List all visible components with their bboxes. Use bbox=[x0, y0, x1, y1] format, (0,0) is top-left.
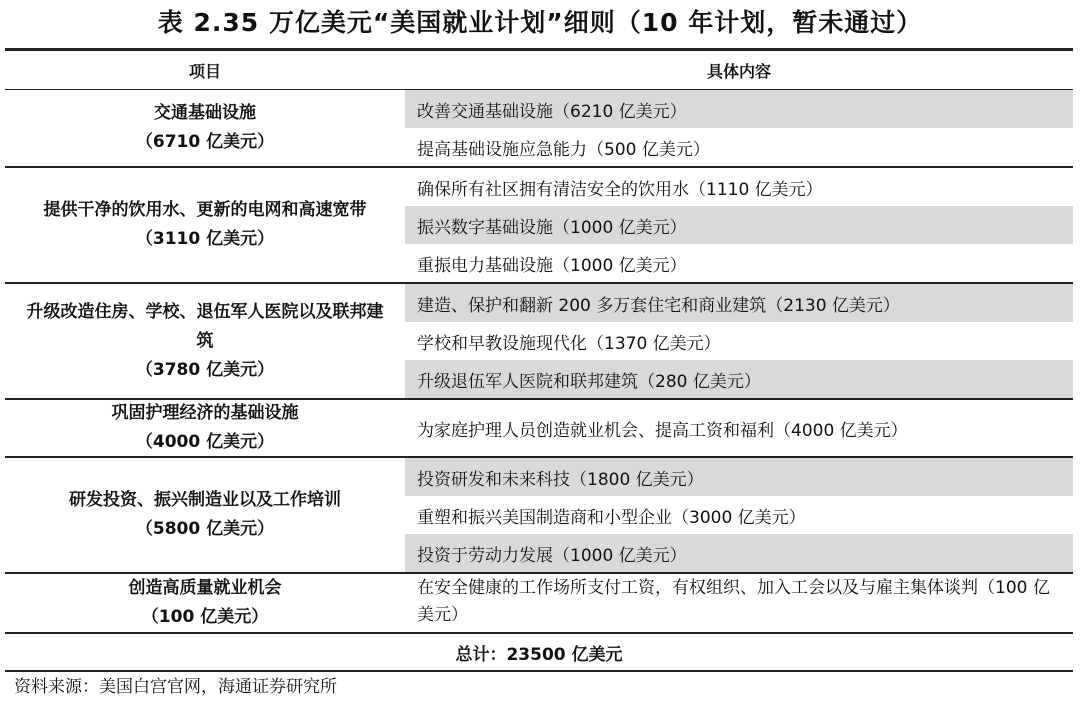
project-name: 创造高质量就业机会 bbox=[128, 578, 282, 598]
project-amount: （5800 亿美元） bbox=[135, 519, 275, 539]
project-amount: （6710 亿美元） bbox=[135, 132, 275, 152]
project-cell bbox=[5, 458, 405, 572]
content-cell bbox=[405, 574, 1073, 632]
content-cell bbox=[405, 90, 1073, 166]
project-name: 研发投资、振兴制造业以及工作培训 bbox=[69, 490, 341, 510]
content-cell bbox=[405, 168, 1073, 282]
project-cell bbox=[5, 574, 405, 632]
project-cell bbox=[5, 284, 405, 398]
content-item: 重塑和振兴美国制造商和小型企业（3000 亿美元） bbox=[417, 507, 806, 528]
project-amount: （3780 亿美元） bbox=[135, 359, 275, 380]
header-project: 项目 bbox=[188, 61, 221, 81]
table-title: 表 2.35 万亿美元“美国就业计划”细则（10 年计划，暂未通过） bbox=[157, 8, 923, 37]
project-name: 交通基础设施 bbox=[153, 103, 256, 123]
project-name: 巩固护理经济的基础设施 bbox=[111, 403, 299, 423]
content-item: 为家庭护理人员创造就业机会、提高工资和福利（4000 亿美元） bbox=[417, 420, 908, 441]
content-item: 振兴数字基础设施（1000 亿美元） bbox=[405, 206, 1073, 244]
project-cell bbox=[5, 168, 405, 282]
table-row-group bbox=[5, 574, 1073, 634]
content-cell bbox=[405, 458, 1073, 572]
table-row-group bbox=[5, 458, 1073, 574]
content-item: 升级退伍军人医院和联邦建筑（280 亿美元） bbox=[405, 360, 1073, 398]
content-item: 确保所有社区拥有清洁安全的饮用水（1110 亿美元） bbox=[417, 179, 823, 200]
project-amount: （4000 亿美元） bbox=[135, 432, 275, 452]
table-row-group bbox=[5, 90, 1073, 168]
project-cell bbox=[5, 400, 405, 456]
project-name: 升级改造住房、学校、退伍军人医院以及联邦建筑 bbox=[26, 301, 384, 351]
content-cell bbox=[405, 400, 1073, 456]
content-item: 投资于劳动力发展（1000 亿美元） bbox=[405, 534, 1073, 572]
total-row: 总计：23500 亿美元 bbox=[5, 634, 1073, 672]
project-amount: （100 亿美元） bbox=[141, 607, 269, 627]
table-header bbox=[5, 51, 1073, 90]
table-row-group bbox=[5, 284, 1073, 400]
plan-table bbox=[5, 48, 1073, 672]
project-cell bbox=[5, 90, 405, 166]
content-item: 学校和早教设施现代化（1370 亿美元） bbox=[417, 333, 721, 354]
project-name: 提供干净的饮用水、更新的电网和高速宽带 bbox=[43, 200, 367, 220]
content-item: 在安全健康的工作场所支付工资，有权组织、加入工会以及与雇主集体谈判（100 亿美元） bbox=[417, 578, 1050, 625]
content-item: 重振电力基础设施（1000 亿美元） bbox=[417, 255, 687, 276]
content-item: 投资研发和未来科技（1800 亿美元） bbox=[405, 458, 1073, 496]
content-item: 提高基础设施应急能力（500 亿美元） bbox=[417, 139, 710, 160]
source-note: 资料来源：美国白宫官网，海通证券研究所 bbox=[14, 677, 337, 697]
content-item: 建造、保护和翻新 200 多万套住宅和商业建筑（2130 亿美元） bbox=[405, 284, 1073, 322]
content-cell bbox=[405, 284, 1073, 398]
table-row-group bbox=[5, 168, 1073, 284]
content-item: 改善交通基础设施（6210 亿美元） bbox=[405, 90, 1073, 128]
project-amount: （3110 亿美元） bbox=[135, 229, 275, 249]
header-content: 具体内容 bbox=[706, 61, 771, 81]
table-row-group bbox=[5, 400, 1073, 458]
